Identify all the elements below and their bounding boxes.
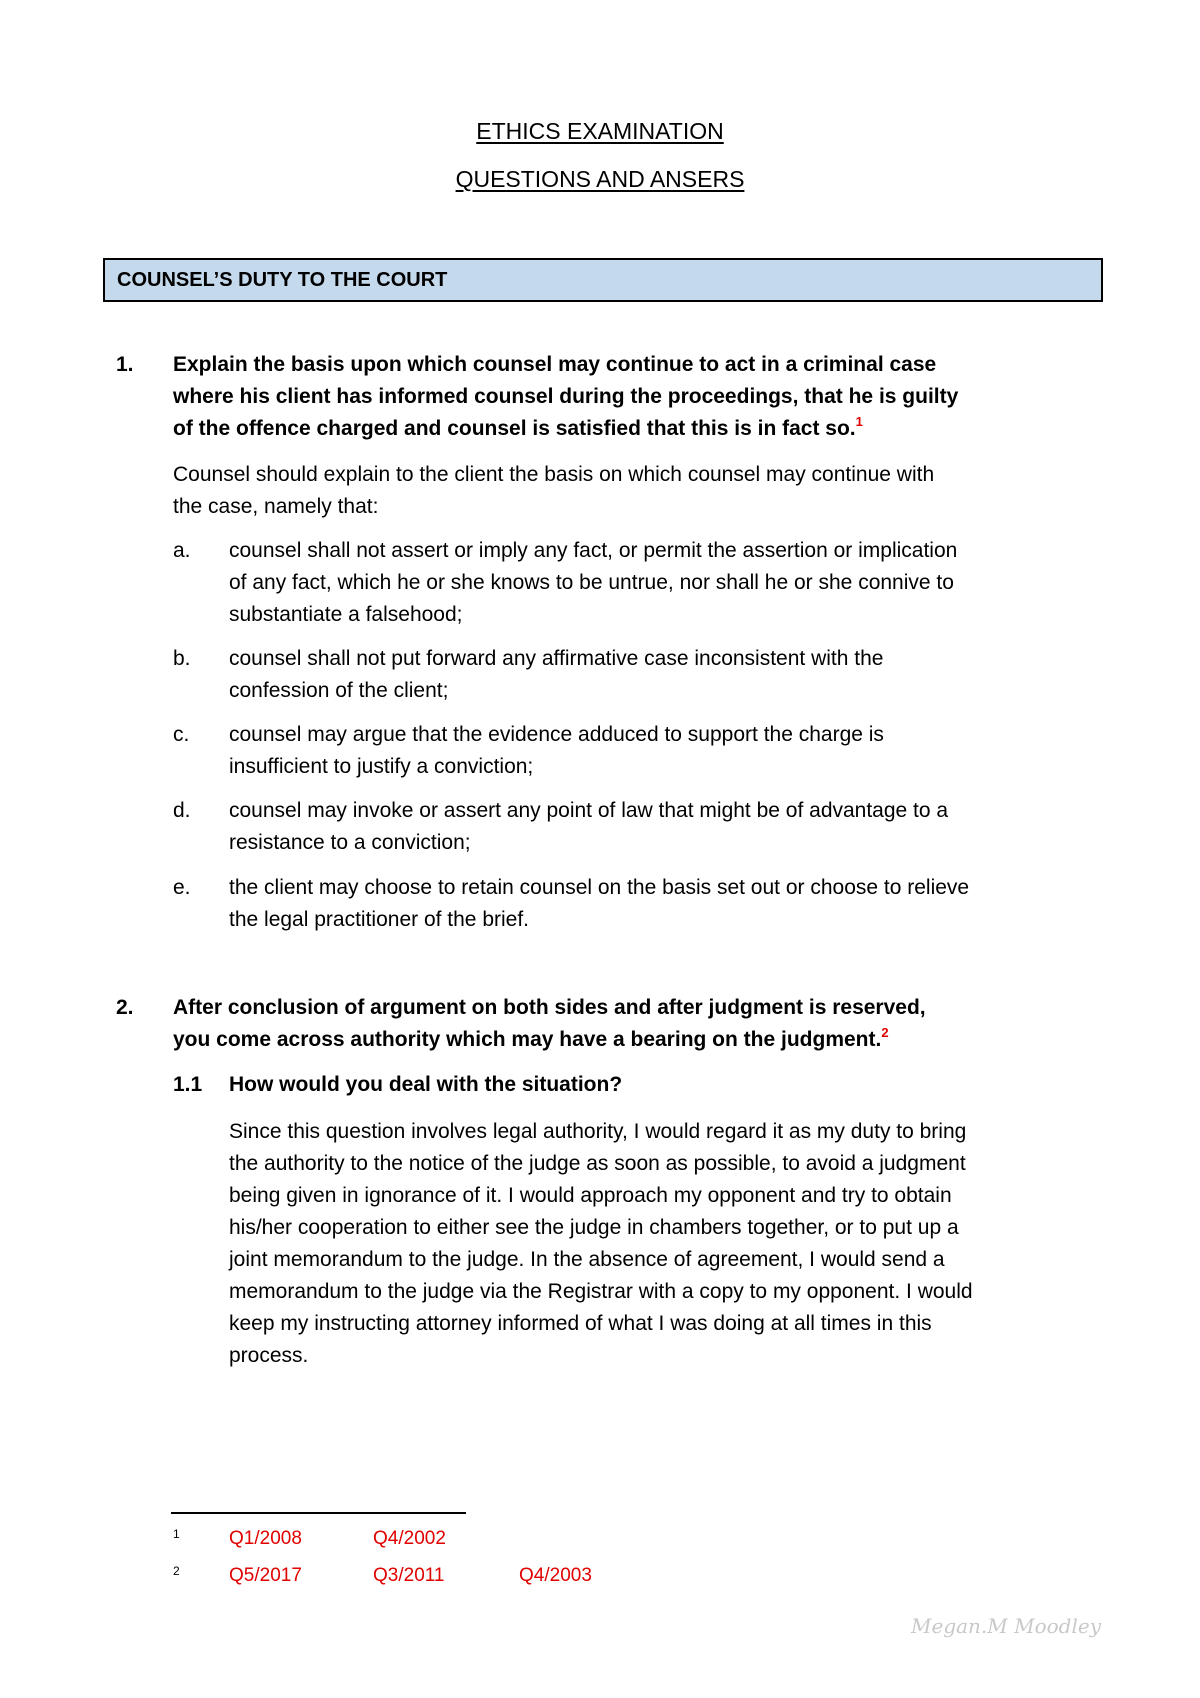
footnote-ref: Q1/2008 <box>229 1528 302 1549</box>
question-line: Explain the basis upon which counsel may continue to act in a criminal case <box>173 353 937 376</box>
document-subtitle: QUESTIONS AND ANSERS <box>455 166 745 192</box>
footnote-reference: 1 <box>855 414 863 429</box>
list-item-line: counsel shall not put forward any affirmative case inconsistent with the <box>229 647 884 670</box>
footnote-ref: Q5/2017 <box>229 1565 302 1586</box>
answer-line: memorandum to the judge via the Registrar with a copy to my opponent. I would <box>229 1280 973 1303</box>
footnote-ref: Q4/2003 <box>519 1565 592 1586</box>
question-number: 1. <box>116 353 134 376</box>
question-line: of the offence charged and counsel is satisfied that this is in fact so.$^1$ <box>173 414 863 440</box>
question-line: After conclusion of argument on both sides and after judgment is reserved, <box>173 996 926 1019</box>
sub-question: How would you deal with the situation? <box>229 1073 623 1096</box>
list-item-line: confession of the client; <box>229 679 449 702</box>
section-heading: COUNSEL’S DUTY TO THE COURT <box>103 258 1103 302</box>
list-item-line: of any fact, which he or she knows to be untrue, nor shall he or she connive to <box>229 571 954 594</box>
sub-question-number: 1.1 <box>173 1073 203 1096</box>
footnote-ref: Q4/2002 <box>373 1528 446 1549</box>
list-item-label: c. <box>173 723 190 746</box>
list-item-line: resistance to a conviction; <box>229 831 471 854</box>
footnote-separator <box>171 1512 466 1514</box>
answer-line: being given in ignorance of it. I would approach my opponent and try to obtain <box>229 1184 952 1207</box>
list-item-line: substantiate a falsehood; <box>229 603 463 626</box>
footnote-mark: 1 <box>173 1527 180 1541</box>
list-item-label: e. <box>173 876 191 899</box>
document-title: ETHICS EXAMINATION <box>476 118 724 144</box>
question-line: where his client has informed counsel during the proceedings, that he is guilty <box>173 385 959 408</box>
question-line: you come across authority which may have a bearing on the judgment.$^2$ <box>173 1025 889 1051</box>
answer-line: his/her cooperation to either see the judge in chambers together, or to put up a <box>229 1216 959 1239</box>
list-item-line: insufficient to justify a conviction; <box>229 755 534 778</box>
list-item-line: counsel may argue that the evidence adduced to support the charge is <box>229 723 884 746</box>
answer-line: the case, namely that: <box>173 495 379 518</box>
answer-line: the authority to the notice of the judge as soon as possible, to avoid a judgment <box>229 1152 966 1175</box>
footnote-reference: 2 <box>881 1025 889 1040</box>
list-item-label: b. <box>173 647 191 670</box>
list-item-label: d. <box>173 799 191 822</box>
list-item-line: counsel may invoke or assert any point of law that might be of advantage to a <box>229 799 949 822</box>
answer-line: Counsel should explain to the client the basis on which counsel may continue with <box>173 463 935 486</box>
answer-line: keep my instructing attorney informed of what I was doing at all times in this <box>229 1312 932 1335</box>
list-item-line: the legal practitioner of the brief. <box>229 908 530 931</box>
list-item-label: a. <box>173 539 191 562</box>
footnote-ref: Q3/2011 <box>373 1565 445 1586</box>
answer-line: Since this question involves legal authority, I would regard it as my duty to bring <box>229 1120 967 1143</box>
question-number: 2. <box>116 996 134 1019</box>
answer-line: joint memorandum to the judge. In the absence of agreement, I would send a <box>229 1248 945 1271</box>
author-signature: Megan.M Moodley <box>911 1614 1102 1638</box>
answer-line: process. <box>229 1344 309 1367</box>
list-item-line: counsel shall not assert or imply any fact, or permit the assertion or implication <box>229 539 958 562</box>
list-item-line: the client may choose to retain counsel on the basis set out or choose to relieve <box>229 876 970 899</box>
footnote-mark: 2 <box>173 1564 180 1578</box>
